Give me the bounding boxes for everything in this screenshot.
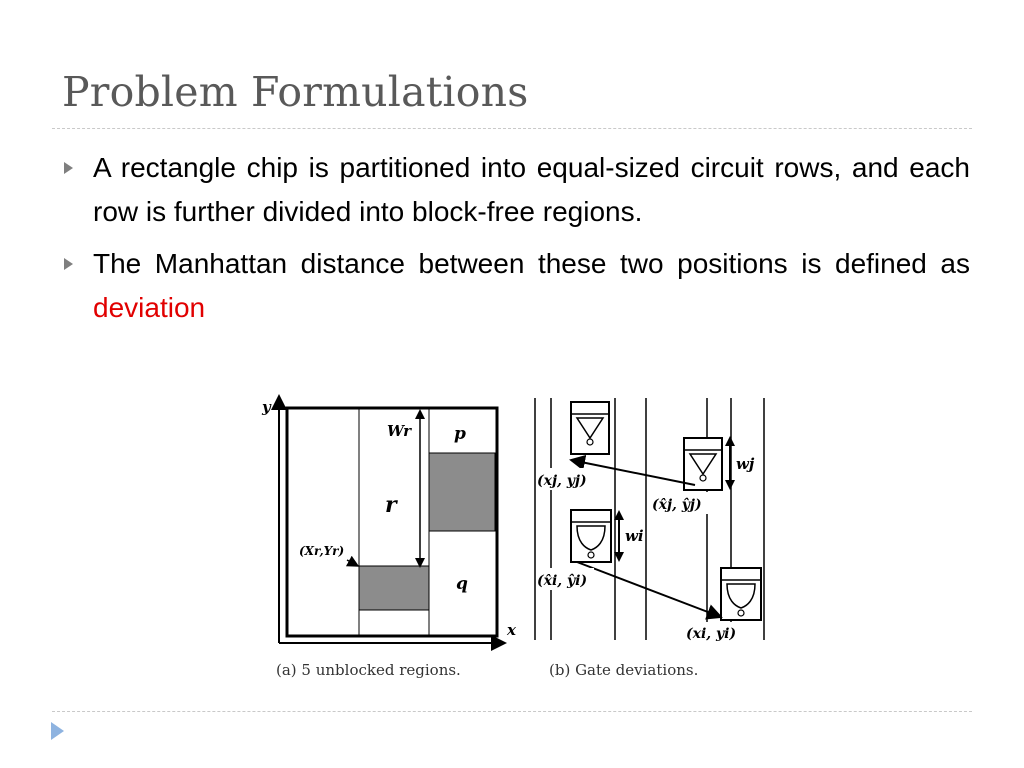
label-wr: Wr <box>387 422 412 440</box>
blocked-region-upper <box>429 453 495 531</box>
label-xi-yi-hat: (x̂i, ŷi) <box>537 573 588 589</box>
gate-j-original <box>571 402 609 454</box>
figure-diagram <box>259 390 779 690</box>
origin-pointer <box>347 560 358 566</box>
gate-j-placed <box>684 438 722 490</box>
label-xj-yj-hat: (x̂j, ŷj) <box>652 497 702 513</box>
bullet-item-partition <box>62 146 970 234</box>
label-wi: wi <box>625 527 644 545</box>
deviation-highlight: deviation <box>93 292 206 323</box>
arrow-up-icon <box>415 409 425 419</box>
label-xr-yr: (Xr,Yr) <box>299 544 345 558</box>
caption-b: (b) Gate deviations. <box>549 661 699 679</box>
y-axis-label: y <box>262 398 271 416</box>
blocked-region-lower <box>359 566 429 610</box>
deviation-arrow-i <box>577 562 721 617</box>
bullet-text: The Manhattan distance between these two positions is defined as <box>93 248 970 279</box>
panel-b-gate-deviations <box>535 398 764 679</box>
label-r: r <box>385 492 397 518</box>
slide-title: Problem Formulations <box>62 68 529 116</box>
label-q: q <box>456 574 468 594</box>
arrow-down-icon <box>725 480 735 490</box>
label-wj: wj <box>736 455 755 473</box>
arrow-up-icon <box>725 436 735 446</box>
label-p: p <box>454 424 466 444</box>
panel-a-unblocked-regions <box>261 396 517 679</box>
triangle-bullet-icon <box>64 162 73 174</box>
x-axis-label: x <box>507 621 516 639</box>
next-slide-icon[interactable] <box>51 722 64 740</box>
bullet-list <box>62 146 970 338</box>
footer-divider <box>52 711 972 712</box>
triangle-bullet-icon <box>64 258 73 270</box>
caption-a: (a) 5 unblocked regions. <box>276 661 461 679</box>
gate-i-placed <box>571 510 611 562</box>
label-xj-yj: (xj, yj) <box>537 473 587 489</box>
bullet-item-deviation <box>62 242 970 330</box>
label-xi-yi: (xi, yi) <box>686 626 737 642</box>
gate-i-original <box>721 568 761 620</box>
title-divider <box>52 128 972 129</box>
bullet-text: A rectangle chip is partitioned into equal-sized circuit rows, and each row is further divided into block-free regions. <box>93 152 970 227</box>
